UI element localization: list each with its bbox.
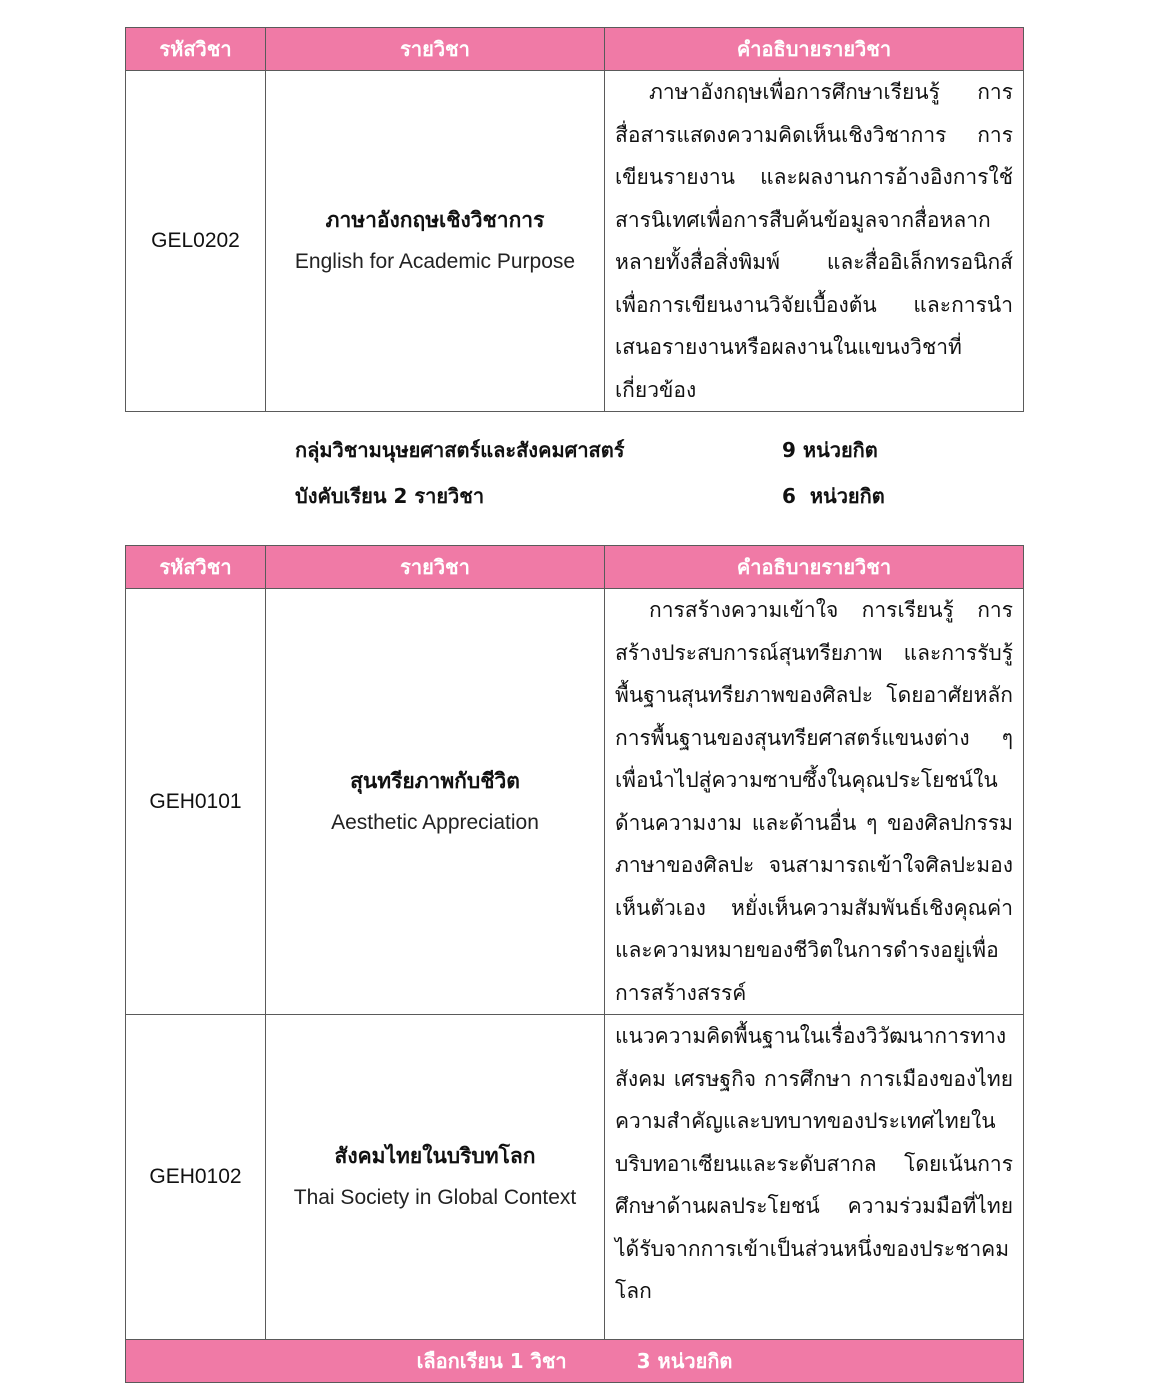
- footer-credits: 3 หน่วยกิต: [636, 1349, 733, 1373]
- course-name-th: ภาษาอังกฤษเชิงวิชาการ: [325, 208, 545, 232]
- course-code: GEL0202: [126, 71, 266, 412]
- header-name: รายวิชา: [266, 28, 605, 71]
- course-name-en: English for Academic Purpose: [294, 250, 576, 273]
- course-name-cell: [266, 589, 605, 1015]
- course-description: การสร้างความเข้าใจ การเรียนรู้ การสร้างประสบการณ์สุนทรียภาพ และการรับรู้พื้นฐานสุนทรียภาพของศิลปะ โดยอาศัยหลักการพื้นฐานของสุนทรียศาสตร์แขนงต่าง ๆ เพื่อนำไปสู่ความซาบซึ้งในคุณประโยชน์ในด้านความงาม และด้านอื่น ๆ ของศิลปกรรมภาษาของศิลปะ จนสามารถเข้าใจศิลปะมองเห็นตัวเอง หยั่งเห็นความสัมพันธ์เชิงคุณค่าและความหมายของชีวิตในการดำรงอยู่เพื่อการสร้างสรรค์: [605, 589, 1024, 1015]
- footer-elective: เลือกเรียน 1 วิชา: [416, 1349, 567, 1373]
- course-name-en: Aesthetic Appreciation: [331, 810, 539, 834]
- table-row: [126, 1015, 1024, 1340]
- elective-footer: [126, 1340, 1024, 1383]
- table-row: [126, 71, 1024, 412]
- group-title-row: [295, 427, 878, 473]
- table-footer-row: [126, 1340, 1024, 1383]
- course-table-2: [125, 545, 1024, 1383]
- course-description: ภาษาอังกฤษเพื่อการศึกษาเรียนรู้ การสื่อสารแสดงความคิดเห็นเชิงวิชาการ การเขียนรายงาน และผลงานการอ้างอิงการใช้สารนิเทศเพื่อการสืบค้นข้อมูลจากสื่อหลากหลายทั้งสื่อสิ่งพิมพ์ และสื่ออิเล็กทรอนิกส์ เพื่อการเขียนงานวิจัยเบื้องต้น และการนำเสนอรายงานหรือผลงานในแขนงวิชาที่เกี่ยวข้อง: [605, 71, 1024, 412]
- course-name-th: สังคมไทยในบริบทโลก: [334, 1144, 536, 1168]
- header-name: รายวิชา: [266, 546, 605, 589]
- group-required: บังคับเรียน 2 รายวิชา: [295, 484, 485, 508]
- course-table-1: [125, 27, 1024, 412]
- header-code: รหัสวิชา: [126, 28, 266, 71]
- header-description: คำอธิบายรายวิชา: [605, 28, 1024, 71]
- table-header-row: [126, 546, 1024, 589]
- course-name-th: สุนทรียภาพกับชีวิต: [350, 768, 520, 793]
- table-header-row: [126, 28, 1024, 71]
- header-description: คำอธิบายรายวิชา: [605, 546, 1024, 589]
- course-name-cell: [266, 71, 605, 412]
- group-required-credits: 6 หน่วยกิต: [782, 484, 885, 508]
- group-title-credits: 9 หน่วยกิต: [782, 438, 878, 462]
- course-code: GEH0101: [126, 589, 266, 1015]
- course-name-cell: [266, 1015, 605, 1340]
- header-code: รหัสวิชา: [126, 546, 266, 589]
- course-description: แนวความคิดพื้นฐานในเรื่องวิวัฒนาการทางสังคม เศรษฐกิจ การศึกษา การเมืองของไทย ความสำคัญและบทบาทของประเทศไทยในบริบทอาเซียนและระดับสากล โดยเน้นการศึกษาด้านผลประโยชน์ ความร่วมมือที่ไทยได้รับจากการเข้าเป็นส่วนหนึ่งของประชาคมโลก: [605, 1015, 1024, 1340]
- group-title: กลุ่มวิชามนุษยศาสตร์และสังคมศาสตร์: [295, 438, 625, 462]
- group-summary: [295, 427, 885, 519]
- course-name-en: Thai Society in Global Context: [293, 1186, 577, 1209]
- course-code: GEH0102: [126, 1015, 266, 1340]
- group-required-row: [295, 473, 885, 519]
- table-row: [126, 589, 1024, 1015]
